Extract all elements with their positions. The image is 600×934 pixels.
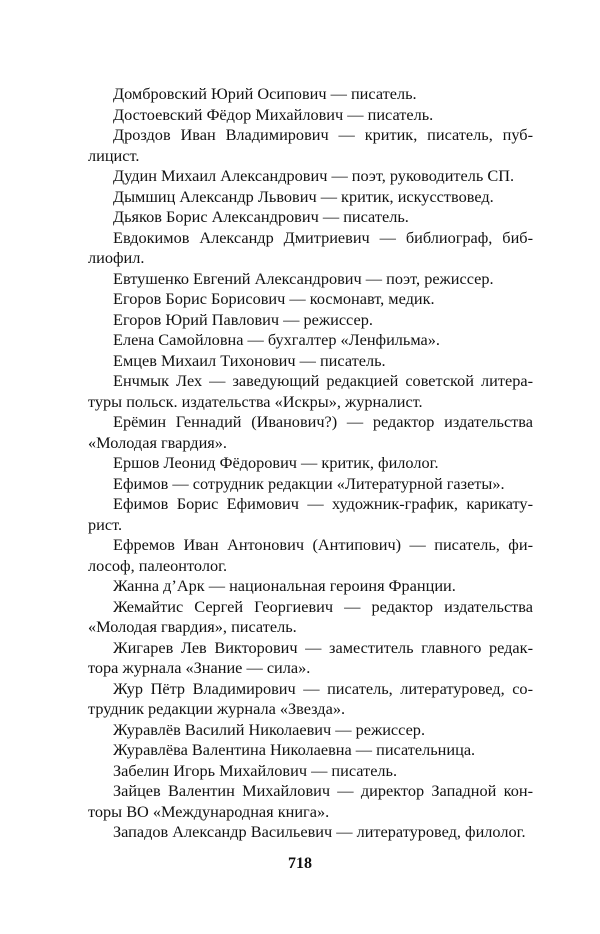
index-entry-continuation: лиофил.	[88, 248, 145, 267]
index-entry-line: Западов Александр Васильевич — литературовед, филолог.	[113, 822, 526, 841]
index-entry-continuation: рист.	[88, 514, 123, 534]
index-entry-continuation: лософ, палеонтолог.	[88, 555, 228, 575]
index-entry-continuation: тора журнала «Знание — сила».	[88, 658, 311, 677]
index-entry-line: Дудин Михаил Александрович — поэт, руководитель СП.	[113, 166, 515, 185]
index-entry-line: Достоевский Фёдор Михайлович — писатель.	[113, 104, 434, 124]
index-entry-line: Емцев Михаил Тихонович — писатель.	[113, 350, 386, 370]
index-entry	[88, 474, 533, 495]
index-entry-continuation: «Молодая гвардия».	[88, 432, 228, 452]
index-entry-continuation: «Молодая гвардия», писатель.	[88, 617, 297, 636]
index-entry-line: Егоров Юрий Павлович — режиссер.	[113, 309, 373, 329]
index-entry-continuation: торы ВО «Международная книга».	[88, 801, 330, 821]
index-entry-line: Дьяков Борис Александрович — писатель.	[113, 207, 409, 226]
index-entry	[88, 187, 533, 208]
page-number: 718	[288, 855, 312, 872]
index-entry-line: Евтушенко Евгений Александрович — поэт, режиссер.	[113, 268, 494, 288]
index-entry	[88, 781, 533, 822]
index-entry	[88, 84, 533, 105]
index-entry	[88, 679, 533, 720]
index-entry	[88, 125, 533, 166]
index-entry-line: Егоров Борис Борисович — космонавт, медик.	[113, 289, 435, 308]
index-entry-line: Евдокимов Александр Дмитриевич — библиограф, биб-	[113, 227, 533, 247]
index-entry-line: Журавлёв Василий Николаевич — режиссер.	[113, 719, 426, 739]
index-entry	[88, 310, 533, 331]
index-entry	[88, 761, 533, 782]
index-entry-continuation: туры польск. издательства «Искры», журналист.	[88, 391, 423, 411]
index-entry	[88, 638, 533, 679]
index-entry	[88, 576, 533, 597]
index-entry	[88, 822, 533, 843]
index-entry	[88, 371, 533, 412]
index-entry-line: Енчмык Лех — заведующий редакцией советской литера-	[113, 371, 533, 390]
index-entry-line: Ефимов Борис Ефимович — художник-график, карикату-	[113, 494, 533, 513]
index-entry	[88, 207, 533, 228]
index-entry	[88, 330, 533, 351]
index-entry-line: Ерёмин Геннадий (Иванович?) — редактор издательства	[113, 412, 533, 431]
index-entry-line: Ефимов — сотрудник редакции «Литературной газеты».	[113, 473, 505, 493]
name-index-list	[88, 84, 533, 843]
index-entry	[88, 720, 533, 741]
index-entry-line: Елена Самойловна — бухгалтер «Ленфильма».	[113, 330, 440, 349]
index-entry-line: Журавлёва Валентина Николаевна — писательница.	[113, 740, 476, 759]
index-entry-line: Домбровский Юрий Осипович — писатель.	[113, 84, 417, 103]
index-entry-line: Забелин Игорь Михайлович — писатель.	[113, 760, 398, 780]
index-entry-line: Жанна д’Арк — национальная героиня Франции.	[113, 576, 456, 595]
index-entry	[88, 535, 533, 576]
index-entry	[88, 351, 533, 372]
index-entry-line: Дроздов Иван Владимирович — критик, писатель, пуб-	[113, 125, 533, 144]
index-entry	[88, 166, 533, 187]
index-entry-line: Ершов Леонид Фёдорович — критик, филолог.	[113, 453, 439, 472]
index-entry	[88, 453, 533, 474]
index-entry-line: Жигарев Лев Викторович — заместитель главного редак-	[113, 637, 533, 657]
index-entry-line: Дымшиц Александр Львович — критик, искусствовед.	[113, 186, 494, 206]
index-entry	[88, 740, 533, 761]
index-entry-continuation: трудник редакции журнала «Звезда».	[88, 699, 346, 718]
index-entry-line: Жур Пётр Владимирович — писатель, литературовед, со-	[113, 678, 533, 698]
index-entry	[88, 269, 533, 290]
index-entry	[88, 105, 533, 126]
index-entry-line: Ефремов Иван Антонович (Антипович) — писатель, фи-	[113, 535, 533, 554]
index-entry	[88, 494, 533, 535]
index-entry-line: Зайцев Валентин Михайлович — директор Западной кон-	[113, 781, 533, 800]
index-entry	[88, 289, 533, 310]
index-entry-continuation: лицист.	[88, 145, 140, 165]
index-entry	[88, 597, 533, 638]
index-entry-line: Жемайтис Сергей Георгиевич — редактор издательства	[113, 596, 533, 616]
index-entry	[88, 412, 533, 453]
index-entry	[88, 228, 533, 269]
